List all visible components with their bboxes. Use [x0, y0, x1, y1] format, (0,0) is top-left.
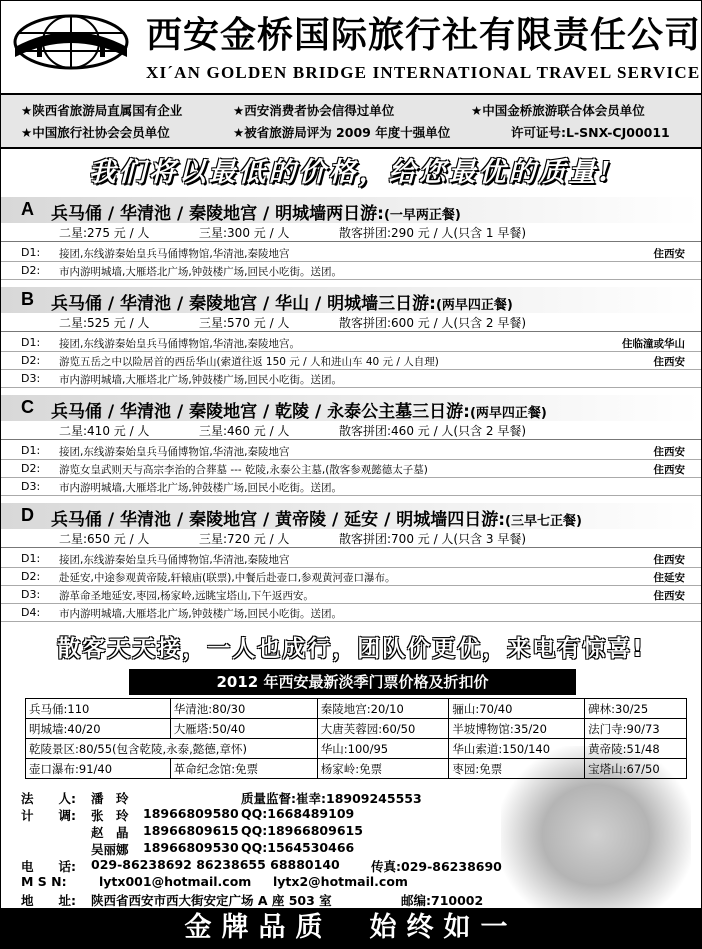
itinerary-day: D2: 游览五岳之中以险居首的西岳华山(索道往返 150 元 / 人和进山车 40 元 / 人自理) 住西安	[1, 351, 701, 370]
ticket-cell: 华山:100/95	[317, 739, 449, 759]
planner-qq: QQ:1564530466	[241, 840, 355, 855]
tour-a	[1, 197, 701, 287]
ticket-cell: 碑林:30/25	[585, 699, 687, 719]
table-row	[26, 699, 687, 719]
slogan: 我们将以最低的价格，给您最优的质量!	[88, 157, 614, 188]
price-triple: 三星:300 元 / 人	[199, 226, 290, 240]
ticket-cell: 半坡博物馆:35/20	[449, 719, 585, 739]
tour-name: 兵马俑 / 华清池 / 秦陵地宫 / 华山 / 明城墙三日游:(两早四正餐)	[51, 294, 513, 314]
legal-name: 潘 玲	[91, 791, 129, 806]
msn-label: M S N:	[21, 874, 67, 889]
credential-item: ★中国旅行社协会会员单位	[21, 125, 170, 140]
msn-address[interactable]: lytx001@hotmail.com	[99, 874, 252, 889]
planner-qq: QQ:18966809615	[241, 823, 363, 838]
planner-phone: 18966809615	[143, 823, 239, 838]
tour-meals: (两早四正餐)	[469, 406, 547, 421]
ticket-cell: 骊山:70/40	[449, 699, 585, 719]
address-label: 地 址:	[21, 893, 76, 908]
tour-letter: A	[21, 199, 34, 219]
price-group: 散客拼团:600 元 / 人(只含 2 早餐)	[339, 316, 527, 330]
credential-item: ★西安消费者协会信得过单位	[233, 103, 395, 118]
quality-supervision: 质量监督:崔幸:18909245553	[241, 791, 422, 806]
ticket-cell: 革命纪念馆:免票	[170, 759, 317, 779]
itinerary-day: D3: 游革命圣地延安,枣园,杨家岭,远眺宝塔山,下午返西安。 住西安	[1, 585, 701, 604]
price-triple: 三星:570 元 / 人	[199, 316, 290, 330]
price-row	[1, 421, 701, 440]
tour-c	[1, 395, 701, 499]
tour-letter: B	[21, 289, 34, 309]
price-double: 二星:525 元 / 人	[59, 316, 150, 330]
company-name-cn: 西安金桥国际旅行社有限责任公司	[146, 14, 702, 56]
tour-meals: (三早七正餐)	[505, 514, 582, 529]
ticket-cell: 杨家岭:免票	[317, 759, 449, 779]
price-group: 散客拼团:460 元 / 人(只含 2 早餐)	[339, 424, 527, 438]
address: 陕西省西安市西大街安定广场 A 座 503 室	[91, 893, 332, 908]
credential-item: ★中国金桥旅游联合体会员单位	[471, 103, 645, 118]
ticket-cell: 兵马俑:110	[26, 699, 171, 719]
tour-b	[1, 287, 701, 391]
tour-meals: (两早四正餐)	[435, 298, 513, 313]
price-row	[1, 313, 701, 332]
legal-label: 法 人:	[21, 791, 76, 806]
itinerary-day: D1: 接团,东线游秦始皇兵马俑博物馆,华清池,秦陵地宫 住西安	[1, 243, 701, 262]
planner-phone: 18966809530	[143, 840, 239, 855]
promo-slogan: 散客天天接，一人也成行，团队价更优，来电有惊喜!	[57, 636, 645, 662]
contact-info	[1, 787, 701, 907]
tour-d	[1, 503, 701, 627]
price-double: 二星:410 元 / 人	[59, 424, 150, 438]
ticket-cell: 华清池:80/30	[170, 699, 317, 719]
license-number: 许可证号:L-SNX-CJ00011	[511, 125, 670, 140]
itinerary-day: D1: 接团,东线游秦始皇兵马俑博物馆,华清池,秦陵地宫 住西安	[1, 441, 701, 460]
price-triple: 三星:720 元 / 人	[199, 532, 290, 546]
tour-name: 兵马俑 / 华清池 / 秦陵地宫 / 黄帝陵 / 延安 / 明城墙四日游:(三早七正餐)	[51, 510, 582, 530]
price-group: 散客拼团:290 元 / 人(只含 1 早餐)	[339, 226, 527, 240]
fax-number: 传真:029-86238690	[371, 859, 502, 874]
tour-header	[1, 287, 701, 313]
header	[1, 1, 701, 95]
ticket-cell: 明城墙:40/20	[26, 719, 171, 739]
price-row	[1, 529, 701, 548]
price-group: 散客拼团:700 元 / 人(只含 3 早餐)	[339, 532, 527, 546]
price-row	[1, 223, 701, 242]
phone-numbers: 029-86238692 86238655 68880140	[91, 857, 340, 872]
itinerary-day: D1: 接团,东线游秦始皇兵马俑博物馆,华清池,秦陵地宫 住西安	[1, 549, 701, 568]
footer-slogan: 金牌品质 始终如一	[1, 908, 701, 948]
credential-item: ★被省旅游局评为 2009 年度十强单位	[233, 125, 451, 140]
tour-letter: C	[21, 397, 34, 417]
credential-item: ★陕西省旅游局直属国有企业	[21, 103, 183, 118]
credentials-bar	[1, 95, 701, 149]
table-row	[26, 759, 687, 779]
ticket-price-title: 2012 年西安最新淡季门票价格及折扣价	[129, 669, 576, 695]
ticket-price-table	[25, 698, 687, 779]
phone-label: 电 话:	[21, 859, 76, 874]
postcode: 邮编:710002	[401, 893, 484, 908]
planner-qq: QQ:1668489109	[241, 806, 355, 821]
itinerary-day: D2: 游览女皇武则天与高宗李治的合葬墓 --- 乾陵,永泰公主墓,(散客参观懿德太子墓) 住西安	[1, 459, 701, 478]
company-name-en: XI´AN GOLDEN BRIDGE INTERNATIONAL TRAVEL SERVICE	[146, 63, 701, 82]
itinerary-day: D3: 市内游明城墙,大雁塔北广场,钟鼓楼广场,回民小吃街。送团。	[1, 369, 701, 388]
ticket-cell: 大雁塔:50/40	[170, 719, 317, 739]
planner-name: 吴丽娜	[91, 842, 129, 857]
price-double: 二星:650 元 / 人	[59, 532, 150, 546]
tour-meals: (一早两正餐)	[383, 208, 461, 223]
planning-label: 计 调:	[21, 808, 76, 823]
ticket-cell: 大唐芙蓉园:60/50	[317, 719, 449, 739]
itinerary-day: D1: 接团,东线游秦始皇兵马俑博物馆,华清池,秦陵地宫。 住临潼或华山	[1, 333, 701, 352]
tour-header	[1, 395, 701, 421]
planner-name: 张 玲	[91, 808, 129, 823]
ticket-cell: 黄帝陵:51/48	[585, 739, 687, 759]
tour-name: 兵马俑 / 华清池 / 秦陵地宫 / 乾陵 / 永泰公主墓三日游:(两早四正餐)	[51, 402, 547, 422]
tour-letter: D	[21, 505, 34, 525]
tour-header	[1, 503, 701, 529]
msn-address[interactable]: lytx2@hotmail.com	[273, 874, 408, 889]
table-row	[26, 719, 687, 739]
planner-phone: 18966809580	[143, 806, 239, 821]
bridge-globe-logo-icon	[11, 13, 131, 71]
table-row	[26, 739, 687, 759]
ticket-cell: 枣园:免票	[449, 759, 585, 779]
ticket-cell: 乾陵景区:80/55(包含乾陵,永泰,懿德,章怀)	[26, 739, 318, 759]
ticket-cell: 秦陵地宫:20/10	[317, 699, 449, 719]
itinerary-day: D4: 市内游明城墙,大雁塔北广场,钟鼓楼广场,回民小吃街。送团。	[1, 603, 701, 622]
tour-name: 兵马俑 / 华清池 / 秦陵地宫 / 明城墙两日游:(一早两正餐)	[51, 204, 461, 224]
itinerary-day: D2: 赴延安,中途参观黄帝陵,轩辕庙(联票),中餐后赴壶口,参观黄河壶口瀑布。 住延安	[1, 567, 701, 586]
ticket-cell: 法门寺:90/73	[585, 719, 687, 739]
planner-name: 赵 晶	[91, 825, 129, 840]
itinerary-day: D3: 市内游明城墙,大雁塔北广场,钟鼓楼广场,回民小吃街。送团。	[1, 477, 701, 496]
price-triple: 三星:460 元 / 人	[199, 424, 290, 438]
ticket-cell: 华山索道:150/140	[449, 739, 585, 759]
ticket-cell: 壶口瀑布:91/40	[26, 759, 171, 779]
ticket-cell: 宝塔山:67/50	[585, 759, 687, 779]
tour-header	[1, 197, 701, 223]
price-double: 二星:275 元 / 人	[59, 226, 150, 240]
itinerary-day: D2: 市内游明城墙,大雁塔北广场,钟鼓楼广场,回民小吃街。送团。	[1, 261, 701, 280]
